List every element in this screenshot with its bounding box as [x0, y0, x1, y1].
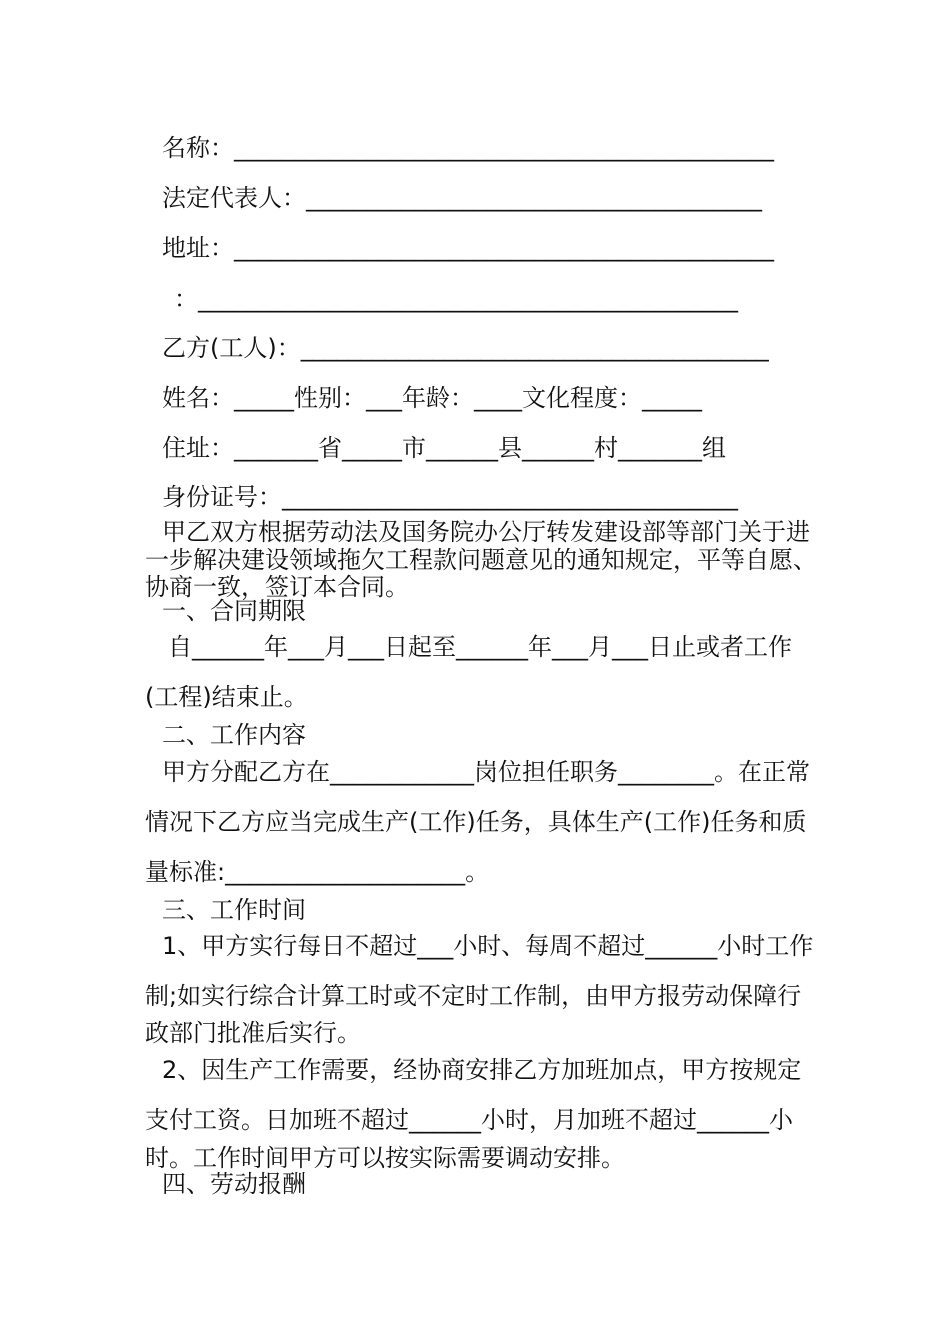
party-a-name-line: 名称：_____________________________________________ [162, 134, 774, 162]
party-b-heading-line: 乙方(工人)：_______________________________________ [162, 334, 769, 362]
section-1-line: 自______年___月___日起至______年___月___日止或者工作 [168, 633, 792, 661]
section-3-title: 三、工作时间 [162, 896, 306, 924]
section-4-title: 四、劳动报酬 [162, 1170, 306, 1198]
section-3-clause-2-line: 支付工资。日加班不超过______小时，月加班不超过______小 [145, 1106, 793, 1134]
section-3-clause-2-line: 时。工作时间甲方可以按实际需要调动安排。 [145, 1144, 625, 1172]
section-3-clause-1-line: 1、甲方实行每日不超过___小时、每周不超过______小时工作 [162, 932, 814, 960]
section-3-clause-2-line: 2、因生产工作需要，经协商安排乙方加班加点，甲方按规定 [162, 1056, 802, 1084]
party-a-blank-label-line: ：_____________________________________________ [174, 285, 738, 313]
section-2-line: 量标准:____________________。 [145, 858, 490, 886]
preamble-line: 甲乙双方根据劳动法及国务院办公厅转发建设部等部门关于进 [162, 518, 810, 546]
party-b-residence-line: 住址：_______省_____市______县______村_______组 [162, 434, 726, 462]
section-2-line: 情况下乙方应当完成生产(工作)任务，具体生产(工作)任务和质 [145, 808, 807, 836]
section-1-title: 一、合同期限 [162, 597, 306, 625]
party-b-id-number-line: 身份证号：______________________________________ [162, 483, 738, 511]
section-3-clause-1-line: 制;如实行综合计算工时或不定时工作制，由甲方报劳动保障行 [145, 982, 802, 1010]
party-a-legal-representative-line: 法定代表人：______________________________________ [162, 184, 762, 212]
preamble-line: 协商一致，签订本合同。 [145, 573, 409, 601]
preamble-line: 一步解决建设领域拖欠工程款问题意见的通知规定，平等自愿、 [145, 546, 817, 574]
party-b-personal-info-line: 姓名：_____性别：___年龄：____文化程度：_____ [162, 384, 702, 412]
section-2-title: 二、工作内容 [162, 721, 306, 749]
section-1-line: (工程)结束止。 [145, 683, 308, 711]
section-3-clause-1-line: 政部门批准后实行。 [145, 1019, 361, 1047]
party-a-address-line: 地址：_____________________________________________ [162, 234, 774, 262]
section-2-line: 甲方分配乙方在____________岗位担任职务________。在正常 [162, 758, 810, 786]
